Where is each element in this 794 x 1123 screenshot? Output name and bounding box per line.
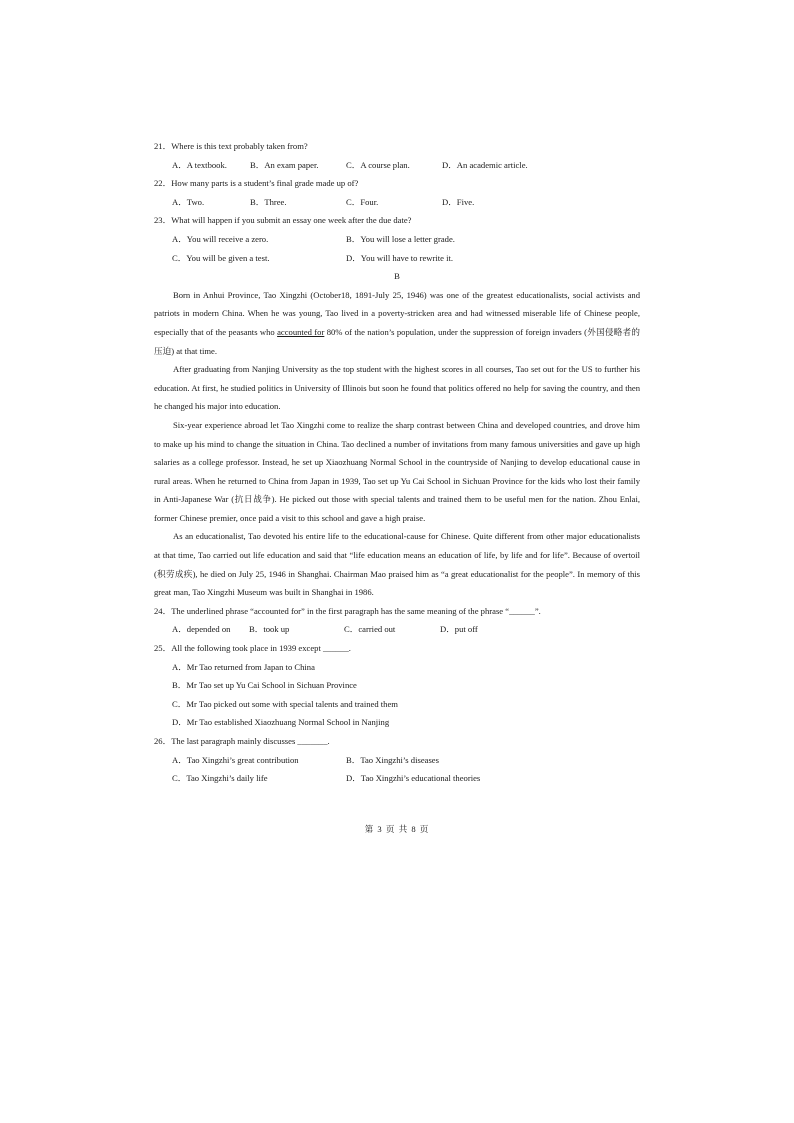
q21-option-d: D．An academic article. — [442, 159, 528, 170]
question-26-stem: 26．The last paragraph mainly discusses _______. — [154, 736, 330, 746]
q21-option-a: A．A textbook. — [172, 159, 227, 170]
page-content — [154, 137, 640, 788]
question-25-stem: 25．All the following took place in 1939 except ______. — [154, 643, 351, 654]
passage-paragraph-3: Six-year experience abroad let Tao Xingzhi come to realize the sharp contrast between China and developed countries, and drove him to make up his mind to change the situation in China. Tao declined a number of invitations from many famous universities and gave up high salaries as a college professor. Instead, he set up Xiaozhuang Normal School in the countryside of Nanjing to develop educational cause in rural areas. When he returned to China from Japan in 1939, Tao set up Yu Cai School in Sichuan Province for the kids who lost their family in Anti-Japanese War (抗日战争). He picked out those with special talents and trained them to be useful men for the nation. Zhou Enlai, former Chinese premier, once paid a visit to this school and gave a high praise. — [154, 419, 640, 523]
p1-text-after: 80% of the nation’s population, under the suppression of foreign invaders (外国侵略者的压迫) at that time. — [154, 326, 640, 356]
q25-option-b: B．Mr Tao set up Yu Cai School in Sichuan Province — [172, 680, 357, 691]
passage-paragraph-1 — [154, 286, 640, 360]
question-24-stem: 24．The underlined phrase “accounted for” in the first paragraph has the same meaning of the phrase “______”. — [154, 605, 541, 616]
q24-option-d: D．put off — [440, 624, 478, 635]
q25-option-c: C．Mr Tao picked out some with special talents and trained them — [172, 698, 398, 709]
question-22-options — [154, 193, 640, 212]
q22-option-c: C．Four. — [346, 196, 379, 207]
q23-option-a: A．You will receive a zero. — [172, 233, 269, 244]
q22-option-b: B．Three. — [250, 196, 287, 207]
page-number-footer: 第 3 页 共 8 页 — [364, 824, 430, 834]
q26-option-a: A．Tao Xingzhi’s great contribution — [172, 754, 299, 765]
question-23-options-row1 — [154, 230, 640, 249]
underlined-phrase: accounted for — [277, 326, 325, 337]
q21-option-c: C．A course plan. — [346, 159, 410, 170]
question-23-stem: 23．What will happen if you submit an essay one week after the due date? — [154, 215, 412, 226]
q21-option-b: B．An exam paper. — [250, 159, 319, 170]
q25-option-d: D．Mr Tao established Xiaozhuang Normal School in Nanjing — [172, 717, 390, 728]
q22-option-a: A．Two. — [172, 196, 205, 207]
question-23-options-row2 — [154, 249, 640, 268]
question-24-options — [154, 620, 640, 639]
q24-option-c: C．carried out — [344, 624, 396, 635]
question-21-options — [154, 156, 640, 175]
q26-option-b: B．Tao Xingzhi’s diseases — [346, 754, 439, 765]
question-22-stem: 22．How many parts is a student’s final grade made up of? — [154, 178, 359, 189]
q23-option-d: D．You will have to rewrite it. — [346, 252, 454, 263]
section-heading: B — [394, 271, 400, 282]
question-26-options-row2 — [154, 769, 640, 788]
question-26-options-row1 — [154, 751, 640, 770]
q23-option-b: B．You will lose a letter grade. — [346, 233, 455, 244]
q24-option-a: A．depended on — [172, 624, 231, 635]
q26-option-d: D．Tao Xingzhi’s educational theories — [346, 773, 481, 784]
q25-option-a: A．Mr Tao returned from Japan to China — [172, 661, 315, 672]
q24-option-b: B．took up — [249, 624, 290, 635]
p1-text-before: Born in Anhui Province, Tao Xingzhi (October18, 1891-July 25, 1946) was one of the greatest educationalists, social activists and patriots in modern China. When he was young, Tao lived in a poverty-stricken area and had witnessed miserable life of Chinese people, especially that of the peasants who — [154, 289, 640, 337]
passage-paragraph-4: As an educationalist, Tao devoted his entire life to the educational-cause for Chinese. Quite different from other major educationalists at that time, Tao carried out life education and said that “life education means an education of life, by life and for life”. Because of overtoil (积劳成疾), he died on July 25, 1946 in Shanghai. Chairman Mao praised him as “a great educationalist for the people”. In memory of this great man, Tao Xingzhi Museum was built in Shanghai in 1986. — [154, 531, 640, 598]
question-21-stem: 21．Where is this text probably taken from? — [154, 141, 308, 151]
passage-paragraph-2: After graduating from Nanjing University as the top student with the highest scores in all courses, Tao set out for the US to further his education. At first, he studied politics in University of Illinois but soon he found that politics offered no help for saving the country, and then he changed his major into education. — [154, 364, 640, 412]
q23-option-c: C．You will be given a test. — [172, 252, 270, 263]
q26-option-c: C．Tao Xingzhi’s daily life — [172, 773, 268, 784]
q22-option-d: D．Five. — [442, 196, 475, 207]
